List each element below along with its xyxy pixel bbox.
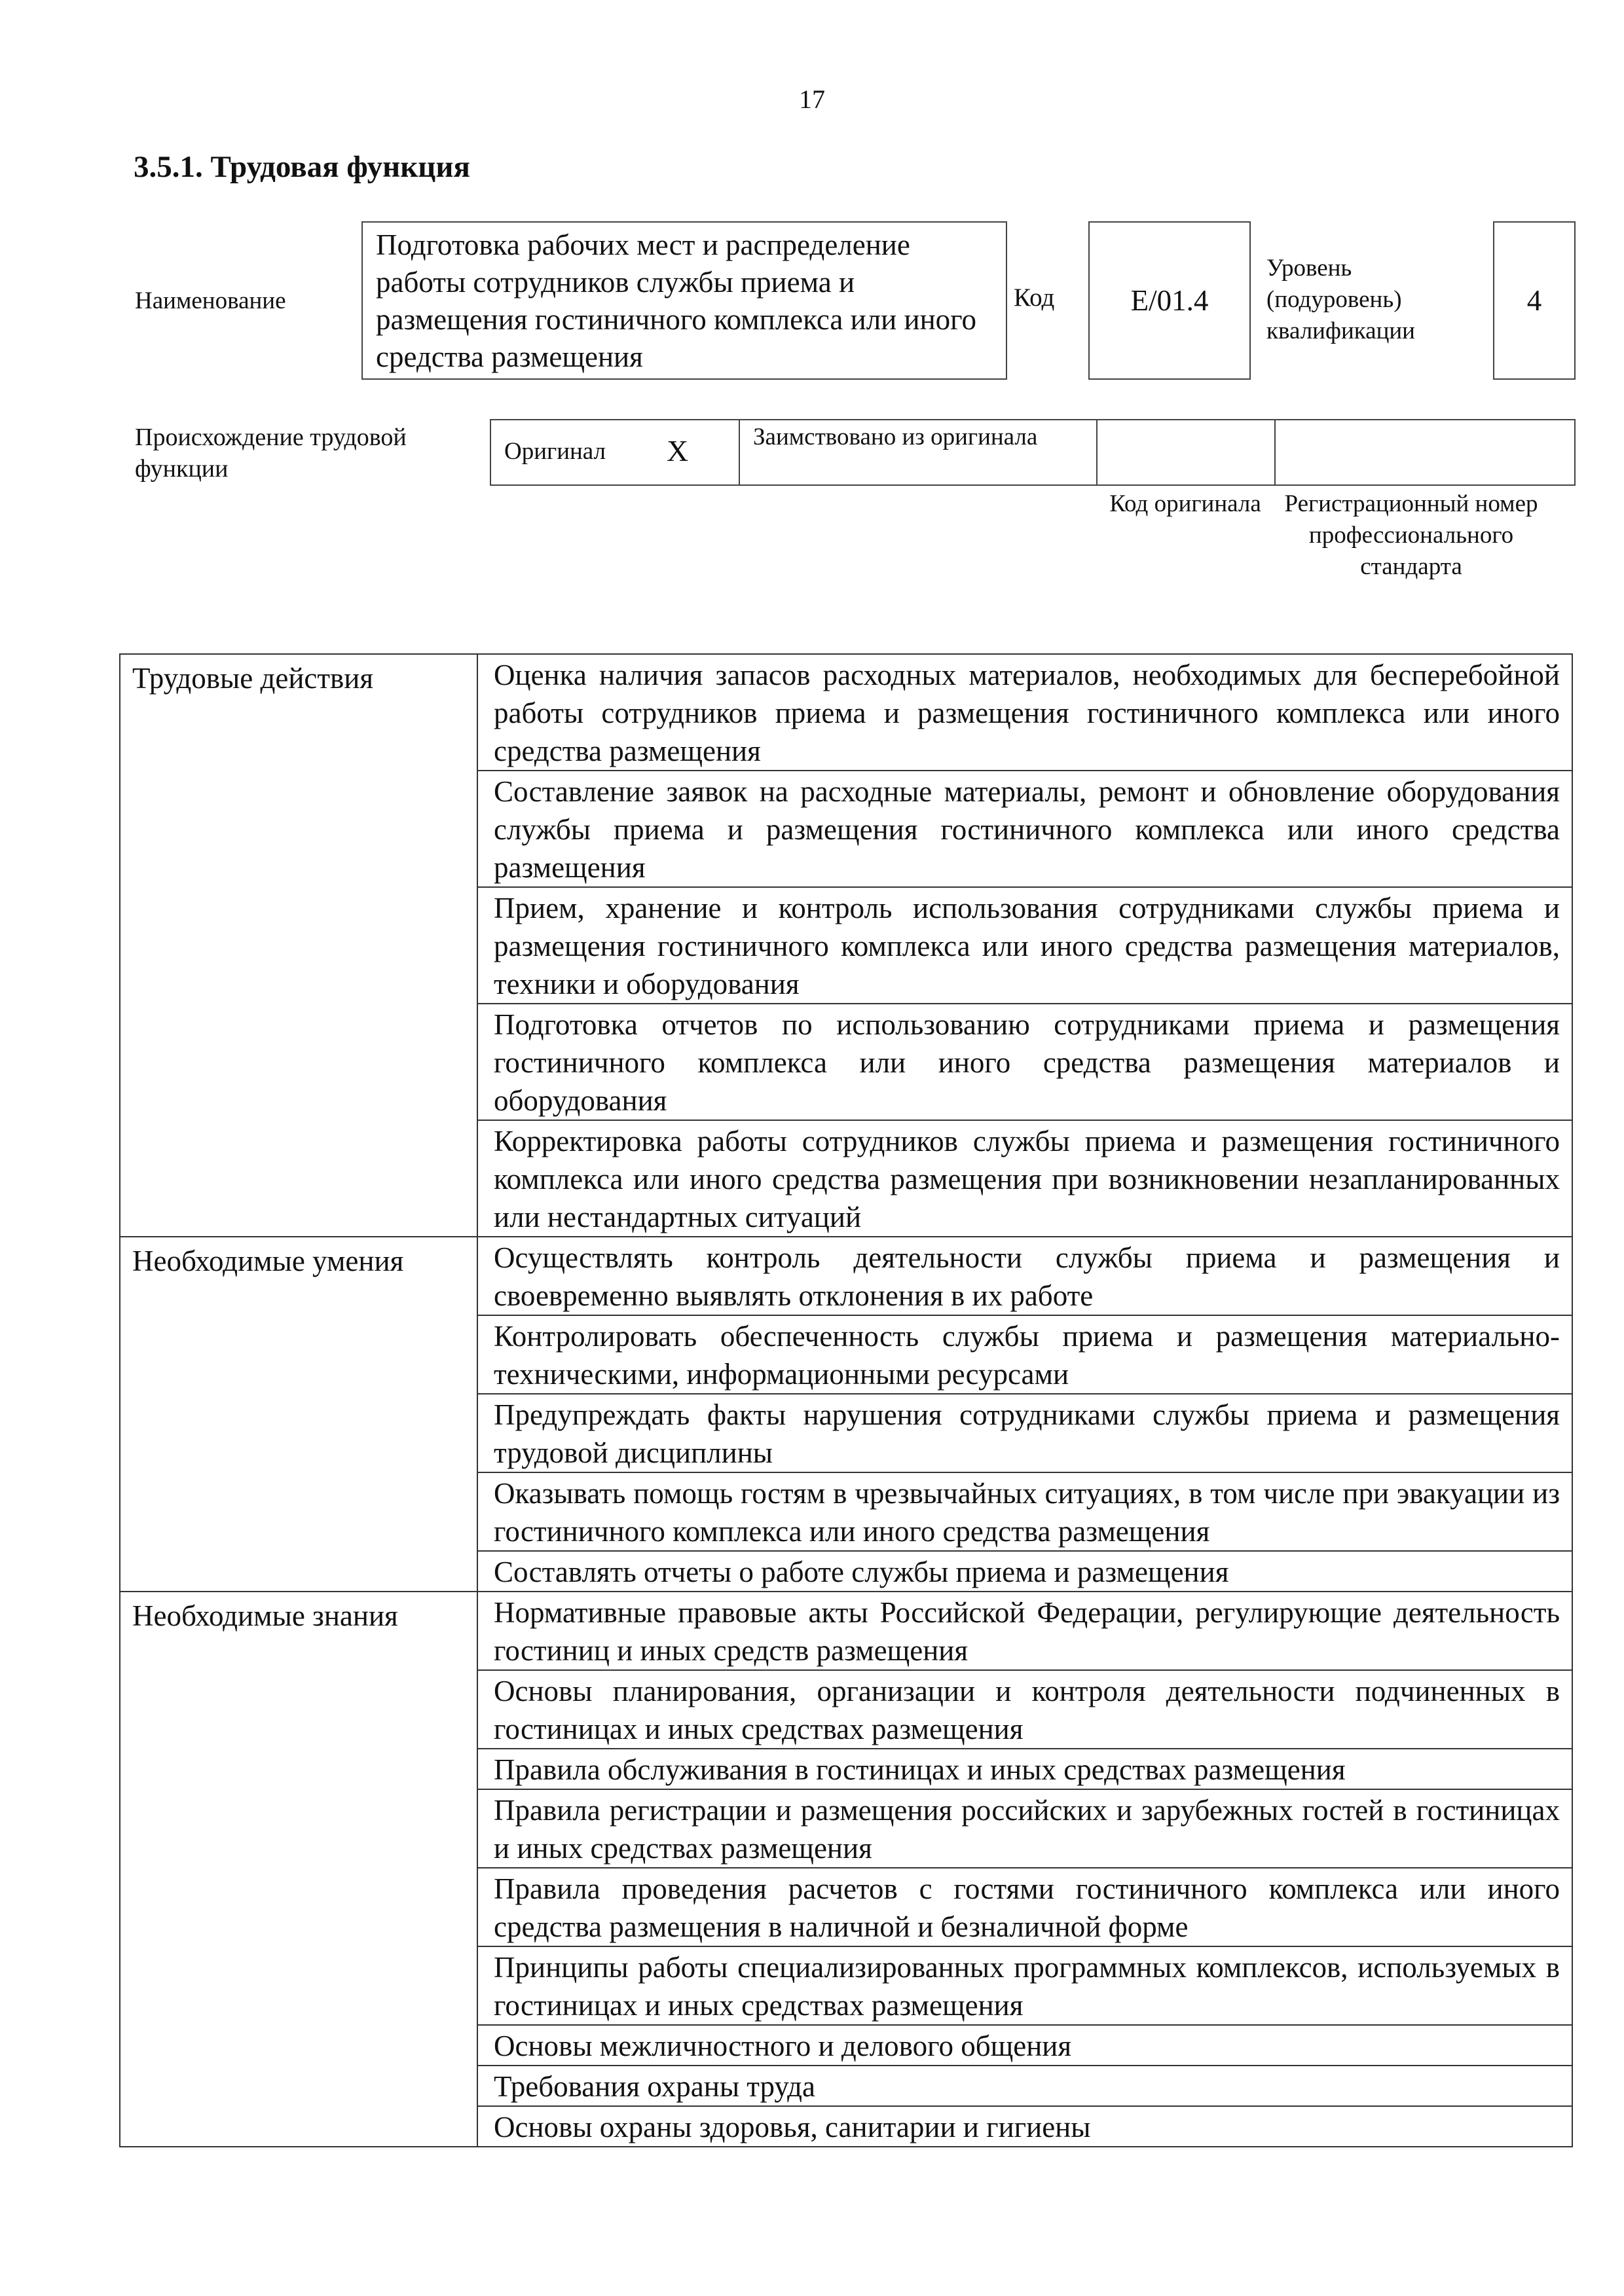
table-cell: Предупреждать факты нарушения сотрудниками службы приема и размещения трудовой дисциплины <box>477 1394 1572 1472</box>
section-label: Необходимые умения <box>120 1237 477 1592</box>
table-cell: Оказывать помощь гостям в чрезвычайных ситуациях, в том числе при эвакуации из гостиничного комплекса или иного средства размещения <box>477 1472 1572 1551</box>
code-label: Код <box>1014 283 1055 312</box>
origin-reg-cell <box>1276 420 1574 484</box>
origin-original-cell <box>491 420 740 484</box>
origin-code-cell <box>1098 420 1276 484</box>
name-value-box <box>361 221 1007 380</box>
reg-number-caption: Регистрационный номер профессионального стандарта <box>1284 490 1538 580</box>
level-value: 4 <box>1526 284 1542 317</box>
code-value: E/01.4 <box>1130 284 1209 317</box>
original-code-caption: Код оригинала <box>1109 490 1261 517</box>
table-cell: Принципы работы специализированных программных комплексов, используемых в гостиницах и иных средствах размещения <box>477 1946 1572 2025</box>
code-value-box <box>1088 221 1251 380</box>
name-label: Наименование <box>135 287 286 314</box>
section-title: 3.5.1. Трудовая функция <box>134 150 470 184</box>
table-cell: Основы охраны здоровья, санитарии и гигиены <box>477 2106 1572 2147</box>
table-cell: Контролировать обеспеченность службы приема и размещения материально-техническими, информационными ресурсами <box>477 1315 1572 1394</box>
table-row <box>120 654 1572 771</box>
level-label: Уровень (подуровень) квалификации <box>1266 255 1415 344</box>
table-cell: Правила регистрации и размещения российских и зарубежных гостей в гостиницах и иных средствах размещения <box>477 1789 1572 1868</box>
table-cell: Основы межличностного и делового общения <box>477 2025 1572 2066</box>
original-label: Оригинал <box>504 438 606 465</box>
original-mark: X <box>667 434 689 467</box>
origin-borrowed-cell <box>740 420 1098 484</box>
table-cell: Подготовка отчетов по использованию сотрудниками приема и размещения гостиничного комплекса или иного средства размещения материалов и оборудования <box>477 1004 1572 1120</box>
section-label: Необходимые знания <box>120 1592 477 2147</box>
page-number: 17 <box>799 84 825 114</box>
origin-row <box>490 419 1576 486</box>
table-cell: Оценка наличия запасов расходных материалов, необходимых для бесперебойной работы сотрудников приема и размещения гостиничного комплекса или иного средства размещения <box>477 654 1572 771</box>
table-cell: Правила обслуживания в гостиницах и иных средствах размещения <box>477 1749 1572 1789</box>
table-cell: Осуществлять контроль деятельности службы приема и размещения и своевременно выявлять отклонения в их работе <box>477 1237 1572 1315</box>
table-cell: Составление заявок на расходные материалы, ремонт и обновление оборудования службы приема и размещения гостиничного комплекса или иного средства размещения <box>477 771 1572 887</box>
table-cell: Прием, хранение и контроль использования сотрудниками службы приема и размещения гостиничного комплекса или иного средства размещения материалов, техники и оборудования <box>477 887 1572 1004</box>
section-label: Трудовые действия <box>120 654 477 1237</box>
table-cell: Основы планирования, организации и контроля деятельности подчиненных в гостиницах и иных средствах размещения <box>477 1670 1572 1749</box>
table-cell: Нормативные правовые акты Российской Федерации, регулирующие деятельность гостиниц и иных средств размещения <box>477 1592 1572 1670</box>
table-cell: Составлять отчеты о работе службы приема и размещения <box>477 1551 1572 1592</box>
table-cell: Правила проведения расчетов с гостями гостиничного комплекса или иного средства размещения в наличной и безналичной форме <box>477 1868 1572 1946</box>
origin-label: Происхождение трудовой функции <box>135 424 407 483</box>
table-cell: Требования охраны труда <box>477 2066 1572 2106</box>
table-row <box>120 1592 1572 1670</box>
borrowed-label: Заимствовано из оригинала <box>753 424 1038 450</box>
level-value-box <box>1493 221 1576 380</box>
function-table <box>119 653 1573 2147</box>
table-row <box>120 1237 1572 1315</box>
name-value: Подготовка рабочих мест и распределение работы сотрудников службы приема и размещения гостиничного комплекса или иного средства размещения <box>376 228 977 373</box>
table-cell: Корректировка работы сотрудников службы приема и размещения гостиничного комплекса или иного средства размещения при возникновении незапланированных или нестандартных ситуаций <box>477 1120 1572 1237</box>
